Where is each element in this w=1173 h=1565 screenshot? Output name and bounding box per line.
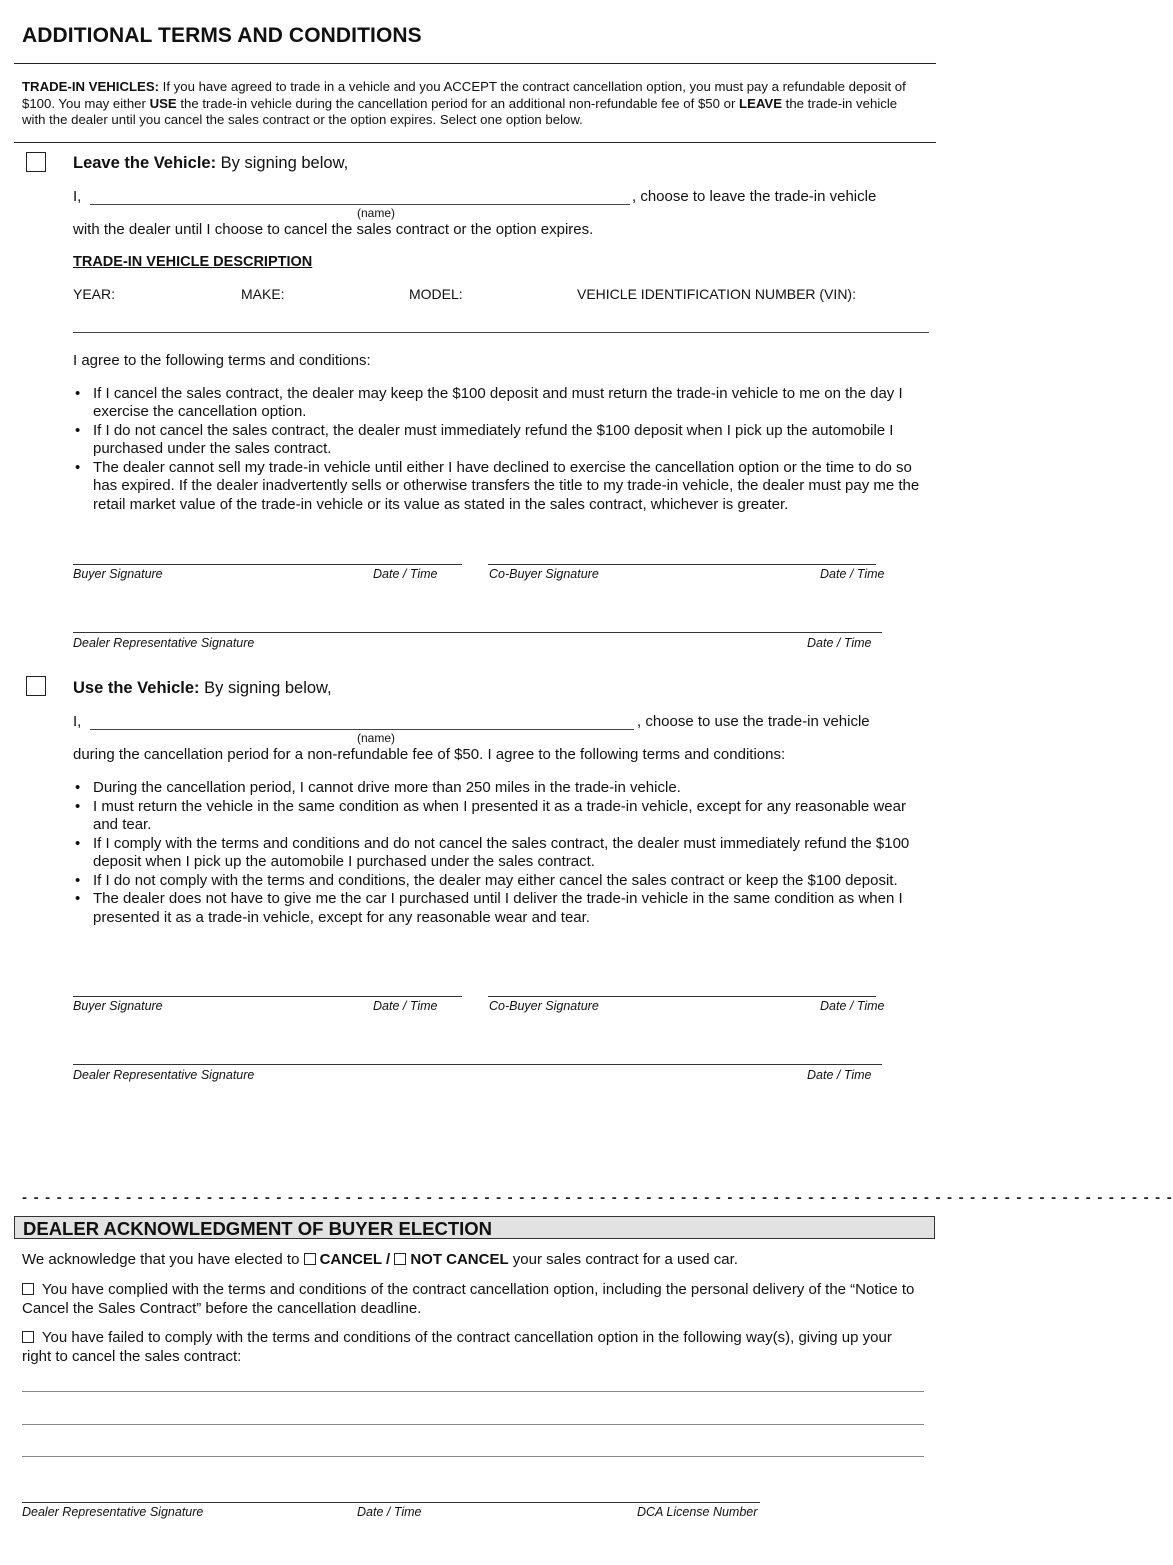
col-vin: VEHICLE IDENTIFICATION NUMBER (VIN): <box>577 286 856 302</box>
leave-name-caption: (name) <box>357 206 396 220</box>
failure-reason-line-3[interactable] <box>22 1456 924 1457</box>
col-make: MAKE: <box>241 286 285 302</box>
leave-cobuyer-signature-line[interactable] <box>488 564 876 565</box>
trade-in-description-heading: TRADE-IN VEHICLE DESCRIPTION <box>73 254 313 270</box>
use-dealer-date-label: Date / Time <box>807 1068 872 1082</box>
use-buyer-signature-label: Buyer Signature <box>73 999 163 1013</box>
vehicle-description-field[interactable] <box>73 332 929 333</box>
list-item: • If I do not comply with the terms and conditions, the dealer may either cancel the sales contract or keep the $100 deposit. <box>73 872 928 890</box>
col-year: YEAR: <box>73 286 116 302</box>
ack-dealer-signature-label: Dealer Representative Signature <box>22 1505 204 1519</box>
ack-license-label: DCA License Number <box>637 1505 758 1519</box>
intro-leave: LEAVE <box>739 95 783 111</box>
list-item: • If I cancel the sales contract, the dealer may keep the $100 deposit and must return the trade-in vehicle to me on the day I exercise the cancellation option. <box>73 385 928 422</box>
cancel-checkbox[interactable] <box>304 1253 316 1265</box>
use-cobuyer-signature-line[interactable] <box>488 996 876 997</box>
intro-label: TRADE-IN VEHICLES: <box>22 79 160 94</box>
leave-name-suffix: , choose to leave the trade-in vehicle <box>632 188 877 205</box>
leave-line-2: with the dealer until I choose to cancel the sales contract or the option expires. <box>73 221 594 238</box>
use-cobuyer-date-label: Date / Time <box>820 999 885 1013</box>
list-item: • If I do not cancel the sales contract, the dealer must immediately refund the $100 deposit when I pick up the automobile I purchased under the sales contract. <box>73 422 928 459</box>
list-item: • The dealer does not have to give me the car I purchased until I deliver the trade-in vehicle in the same condition as when I presented it as a trade-in vehicle, except for any reasonable wear and tear. <box>73 890 928 927</box>
ack-heading-bar <box>14 1216 935 1239</box>
leave-cobuyer-signature-label: Co-Buyer Signature <box>489 567 599 581</box>
ack-heading: DEALER ACKNOWLEDGMENT OF BUYER ELECTION <box>23 1218 493 1239</box>
use-buyer-date-label: Date / Time <box>373 999 438 1013</box>
leave-dealer-date-label: Date / Time <box>807 636 872 650</box>
list-item: • I must return the vehicle in the same condition as when I presented it as a trade-in vehicle, except for any reasonable wear and tear. <box>73 798 928 835</box>
list-item: • The dealer cannot sell my trade-in vehicle until either I have declined to exercise the cancellation option or the time to do so has expired. If the dealer inadvertently sells or otherwise transfers the title to my trade-in vehicle, the dealer must pay me the retail market value of the trade-in vehicle or its value as stated in the sales contract, whichever is greater. <box>73 459 928 514</box>
intro-text-2: the trade-in vehicle during the cancellation period for an additional non-refundable fee of $50 or <box>176 95 740 111</box>
trade-in-intro <box>22 79 922 129</box>
leave-dealer-signature-label: Dealer Representative Signature <box>73 636 255 650</box>
use-i-prefix: I, <box>73 713 82 730</box>
use-terms-list <box>73 779 928 927</box>
ack-date-label: Date / Time <box>357 1505 422 1519</box>
intro-use: USE <box>149 95 177 111</box>
ack-failed-item: You have failed to comply with the terms and conditions of the contract cancellation option in the following way(s), giving up your right to cancel the sales contract: <box>22 1329 892 1365</box>
failed-checkbox[interactable] <box>22 1331 34 1343</box>
failure-reason-line-2[interactable] <box>22 1424 924 1425</box>
use-vehicle-heading: Use the Vehicle: By signing below, <box>73 679 332 697</box>
intro-divider <box>14 142 936 143</box>
leave-cobuyer-date-label: Date / Time <box>820 567 885 581</box>
leave-terms-list <box>73 385 928 514</box>
use-buyer-signature-line[interactable] <box>73 996 462 997</box>
use-vehicle-checkbox[interactable] <box>26 676 46 696</box>
use-dealer-signature-label: Dealer Representative Signature <box>73 1068 255 1082</box>
use-name-caption: (name) <box>357 731 396 745</box>
list-item: • During the cancellation period, I cannot drive more than 250 miles in the trade-in vehicle. <box>73 779 928 797</box>
use-name-field[interactable] <box>90 729 634 730</box>
failure-reason-line-1[interactable] <box>22 1391 924 1392</box>
leave-vehicle-heading: Leave the Vehicle: By signing below, <box>73 154 349 172</box>
col-model: MODEL: <box>409 286 463 302</box>
leave-agree-text: I agree to the following terms and conditions: <box>73 352 371 369</box>
ack-election-line: We acknowledge that you have elected to CANCEL / NOT CANCEL your sales contract for a used car. <box>22 1251 738 1268</box>
use-dealer-signature-line[interactable] <box>73 1064 882 1065</box>
leave-buyer-signature-line[interactable] <box>73 564 462 565</box>
leave-name-field[interactable] <box>90 204 630 205</box>
leave-dealer-signature-line[interactable] <box>73 632 882 633</box>
leave-buyer-signature-label: Buyer Signature <box>73 567 163 581</box>
intro-text-1: If you have agreed to trade in a vehicle and you ACCEPT the contract cancellation option, you must pay a refundable deposit of $100. You may either <box>22 79 906 111</box>
ack-complied-item: You have complied with the terms and conditions of the contract cancellation option, including the personal delivery of the “Notice to Cancel the Sales Contract” before the cancellation deadline. <box>22 1281 915 1317</box>
page-title: ADDITIONAL TERMS AND CONDITIONS <box>22 24 422 47</box>
list-item: • If I comply with the terms and conditions and do not cancel the sales contract, the dealer must immediately refund the $100 deposit when I pick up the automobile I purchased under the sales contract. <box>73 835 928 872</box>
leave-buyer-date-label: Date / Time <box>373 567 438 581</box>
use-name-suffix: , choose to use the trade-in vehicle <box>637 713 870 730</box>
use-cobuyer-signature-label: Co-Buyer Signature <box>489 999 599 1013</box>
intro-text-3: the trade-in vehicle with the dealer until you cancel the sales contract or the option expires. Select one option below. <box>22 95 898 127</box>
use-line-2: during the cancellation period for a non-refundable fee of $50. I agree to the following terms and conditions: <box>73 746 786 763</box>
cut-line-divider: - - - - - - - - - - - - - - - - - - - - - - - - - - - - - - - - - - - - - - - - - - - - - - - - - - - - - - - - - - - - - - - - - - - - - - - - - - - - - - - - - - - - - - - - - - - - - - - - - - - - <box>22 1189 1173 1206</box>
not-cancel-checkbox[interactable] <box>394 1253 406 1265</box>
title-divider <box>14 63 936 64</box>
complied-checkbox[interactable] <box>22 1283 34 1295</box>
ack-dealer-signature-line[interactable] <box>22 1502 760 1503</box>
leave-i-prefix: I, <box>73 188 82 205</box>
leave-vehicle-checkbox[interactable] <box>26 152 46 172</box>
